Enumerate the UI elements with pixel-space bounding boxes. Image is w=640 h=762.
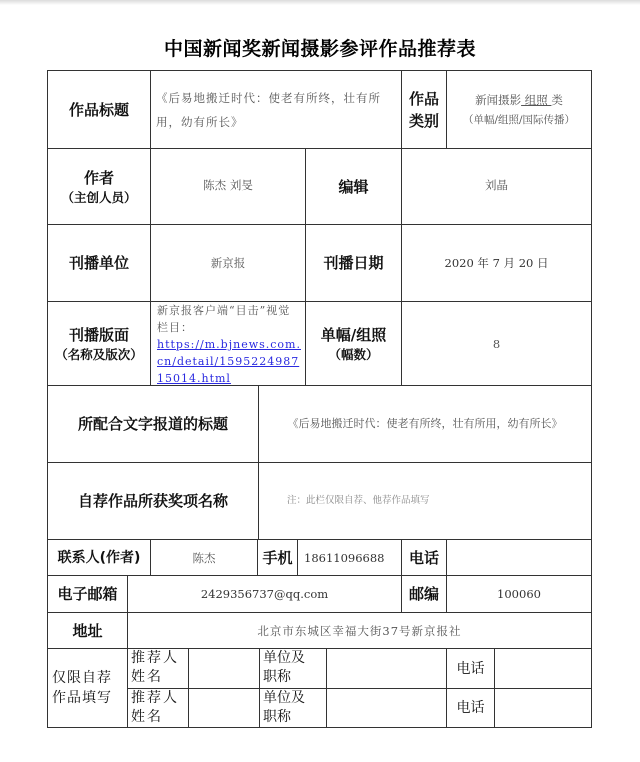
- author-label: [47, 148, 151, 225]
- photo-count-sublabel: （幅数）: [328, 346, 379, 362]
- contact-value-text: 陈杰: [192, 550, 216, 565]
- layout-label-text: 刊播版面: [68, 325, 129, 344]
- publisher-value: [150, 224, 306, 302]
- publisher-label-text: 刊播单位: [68, 254, 129, 272]
- awards-note: 注：此栏仅限自荐、他荐作品填写: [287, 495, 430, 506]
- recommender-1-name-label-text: 推荐人姓名: [131, 650, 179, 685]
- recommender-2-phone-label: [446, 688, 495, 728]
- recommender-1-phone-label-text: 电话: [456, 660, 485, 677]
- contact-label: [47, 539, 151, 576]
- layout-sublabel: （名称及版次）: [55, 346, 143, 362]
- publish-date-value: [401, 224, 592, 302]
- self-recommend-label: [47, 648, 128, 728]
- photo-count-label: [305, 301, 402, 386]
- photo-count-value: [401, 301, 592, 386]
- address-value: [127, 612, 592, 649]
- awards-label-text: 自荐作品所获奖项名称: [77, 492, 228, 510]
- recommender-2-phone-label-text: 电话: [456, 700, 485, 716]
- phone-value: [446, 539, 592, 576]
- recommender-2-unit-label-text: 单位及职称: [263, 690, 305, 725]
- publish-date-label: [305, 224, 402, 302]
- address-value-text: 北京市东城区幸福大街37号新京报社: [257, 623, 462, 638]
- mobile-value: [297, 539, 402, 576]
- text-report-title-value: [258, 385, 592, 463]
- top-shadow: [0, 0, 640, 5]
- publish-date-value-text: 2020 年 7 月 20 日: [444, 256, 549, 270]
- recommender-1-unit[interactable]: [326, 648, 447, 689]
- work-title-label-text: 作品标题: [68, 100, 129, 119]
- zip-value-text: 100060: [497, 587, 541, 601]
- layout-label: [47, 301, 151, 386]
- recommender-2-name[interactable]: [188, 688, 260, 728]
- email-label: [47, 575, 128, 613]
- recommender-1-phone-label: [446, 648, 495, 689]
- photo-count-value-text: 8: [492, 336, 501, 351]
- category-suffix: 类: [551, 92, 563, 107]
- awards-label: [47, 462, 259, 540]
- recommender-1-unit-label: [259, 648, 327, 689]
- recommender-1-name[interactable]: [188, 648, 260, 689]
- email-value-text: 2429356737@qq.com: [200, 587, 329, 601]
- recommender-1-unit-label-text: 单位及职称: [263, 650, 305, 685]
- text-report-title-value-text: 《后易地搬迁时代：使老有所终，壮有所用，幼有所长》: [287, 417, 563, 430]
- layout-link[interactable]: https://m.bjnews.com.cn/detail/159522498715014.html: [157, 338, 301, 385]
- email-label-text: 电子邮箱: [57, 585, 118, 603]
- phone-label-text: 电话: [408, 548, 439, 567]
- zip-value: [446, 575, 592, 613]
- contact-label-text: 联系人(作者): [57, 549, 141, 566]
- recommender-2-phone[interactable]: [494, 688, 592, 728]
- document-title: 中国新闻奖新闻摄影参评作品推荐表: [163, 38, 476, 60]
- publish-date-label-text: 刊播日期: [323, 254, 384, 272]
- recommender-1-name-label: [127, 648, 189, 689]
- recommender-2-name-label-text: 推荐人姓名: [131, 690, 179, 725]
- text-report-title-label-text: 所配合文字报道的标题: [77, 415, 228, 433]
- recommender-2-unit[interactable]: [326, 688, 447, 728]
- category-hint: （单幅/组照/国际传播）: [462, 113, 576, 126]
- category-value: [446, 70, 592, 149]
- category-prefix: 新闻摄影: [475, 92, 522, 107]
- editor-label-text: 编辑: [338, 177, 369, 196]
- work-title-value: [150, 70, 402, 149]
- mobile-value-text: 18611096688: [304, 550, 385, 565]
- category-selected: 组照: [521, 92, 552, 107]
- publisher-value-text: 新京报: [210, 256, 246, 270]
- editor-value: [401, 148, 592, 225]
- author-value: [150, 148, 306, 225]
- text-report-title-label: [47, 385, 259, 463]
- mobile-label-text: 手机: [262, 548, 293, 567]
- contact-value: [150, 539, 258, 576]
- email-value: [127, 575, 402, 613]
- layout-value-text: 新京报客户端“目击”视觉栏目：: [157, 304, 291, 334]
- editor-label: [305, 148, 402, 225]
- mobile-label: [257, 539, 298, 576]
- phone-label: [401, 539, 447, 576]
- publisher-label: [47, 224, 151, 302]
- category-label: [401, 70, 447, 149]
- author-label-text: 作者: [83, 168, 114, 187]
- author-value-text: 陈杰 刘旻: [203, 178, 253, 192]
- author-sublabel: （主创人员）: [61, 189, 137, 205]
- self-recommend-label-text: 仅限自荐作品填写: [52, 670, 112, 706]
- zip-label-text: 邮编: [408, 585, 439, 603]
- layout-value: [150, 301, 306, 386]
- recommender-1-phone[interactable]: [494, 648, 592, 689]
- category-line: [475, 90, 563, 110]
- recommender-2-name-label: [127, 688, 189, 728]
- zip-label: [401, 575, 447, 613]
- awards-value: [258, 462, 592, 540]
- address-label: [47, 612, 128, 649]
- recommender-2-unit-label: [259, 688, 327, 728]
- work-title-value-text: 《后易地搬迁时代：使老有所终，壮有所用，幼有所长》: [156, 90, 381, 129]
- address-label-text: 地址: [72, 621, 103, 640]
- editor-value-text: 刘晶: [485, 178, 508, 192]
- work-title-label: [47, 70, 151, 149]
- category-label-text: 作品类别: [408, 89, 439, 130]
- photo-count-label-text: 单幅/组照: [320, 325, 387, 344]
